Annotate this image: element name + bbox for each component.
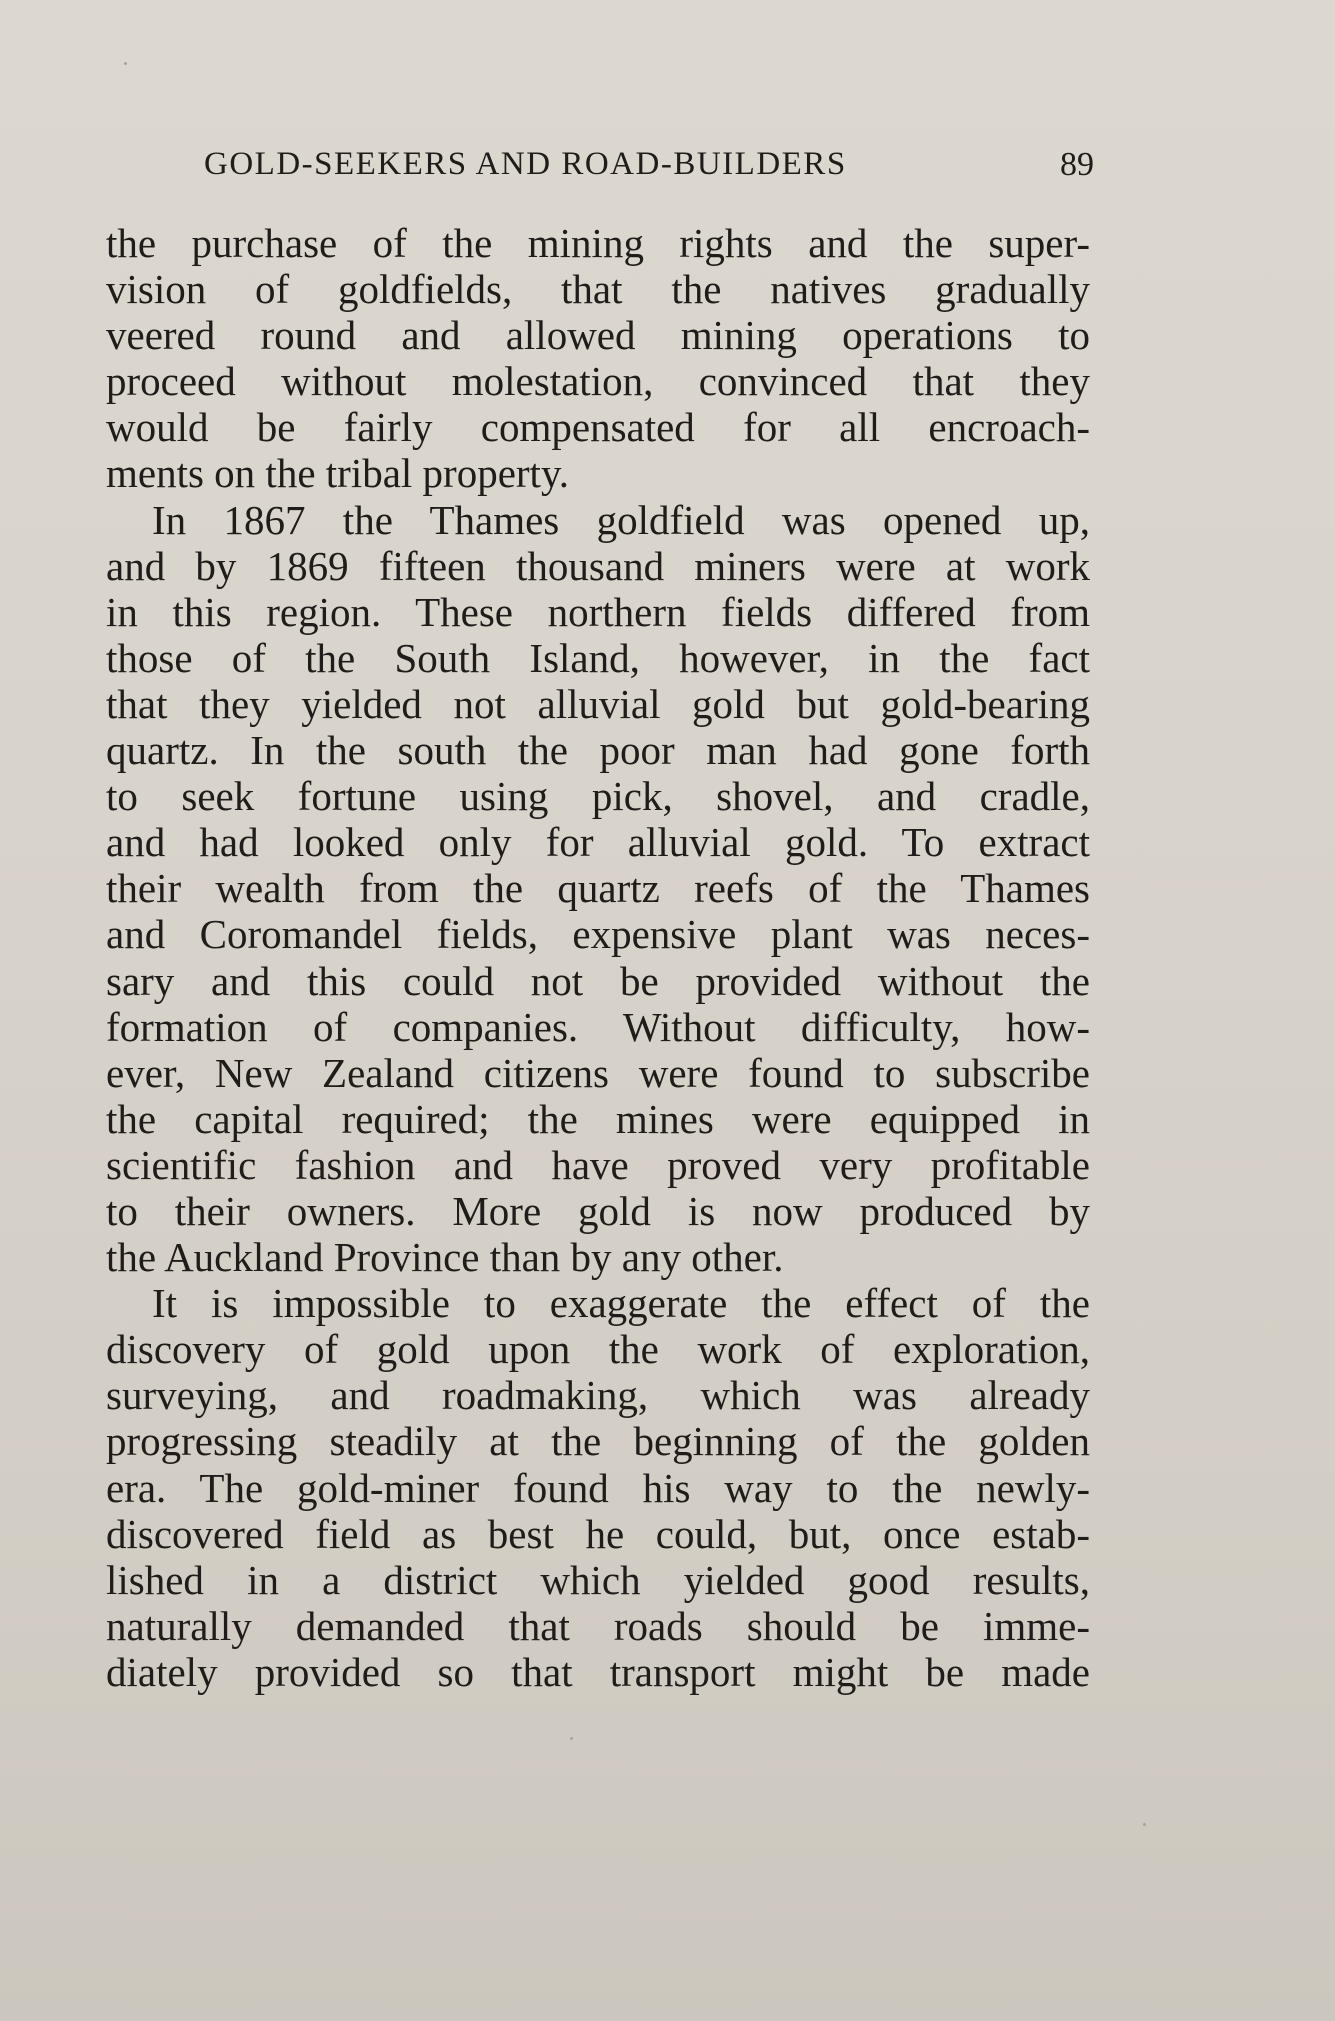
running-head xyxy=(100,146,1094,196)
text-line: quartz. In the south the poor man had gone forth xyxy=(106,727,1090,774)
text-line: their wealth from the quartz reefs of the Thames xyxy=(106,865,1090,912)
paper-speck xyxy=(570,1737,573,1740)
text-line: ments on the tribal property. xyxy=(106,450,570,497)
paper-speck xyxy=(124,62,127,65)
text-line: the Auckland Province than by any other. xyxy=(106,1234,784,1281)
text-line: and had looked only for alluvial gold. To extract xyxy=(106,819,1090,866)
text-line: era. The gold-miner found his way to the newly- xyxy=(106,1464,1090,1511)
running-title: GOLD-SEEKERS AND ROAD-BUILDERS xyxy=(204,146,847,182)
text-line: diately provided so that transport might be made xyxy=(106,1648,1090,1695)
text-line: sary and this could not be provided without the xyxy=(106,957,1090,1004)
text-line: in this region. These northern fields differed from xyxy=(106,588,1090,635)
text-line: scientific fashion and have proved very profitable xyxy=(106,1141,1090,1188)
paragraph-start-line: It is impossible to exaggerate the effect of the xyxy=(152,1280,1090,1327)
text-line: proceed without molestation, convinced that they xyxy=(106,358,1090,405)
text-line: surveying, and roadmaking, which was already xyxy=(106,1372,1090,1419)
text-line: would be fairly compensated for all encroach- xyxy=(106,404,1090,451)
paragraph-start-line: In 1867 the Thames goldfield was opened up, xyxy=(152,496,1090,543)
text-line: ever, New Zealand citizens were found to subscribe xyxy=(106,1049,1090,1096)
text-line: discovered field as best he could, but, once estab- xyxy=(106,1510,1090,1557)
text-line: the capital required; the mines were equipped in xyxy=(106,1095,1090,1142)
text-line: and by 1869 fifteen thousand miners were at work xyxy=(106,542,1090,589)
text-line: lished in a district which yielded good results, xyxy=(106,1556,1090,1603)
text-line: naturally demanded that roads should be imme- xyxy=(106,1602,1090,1649)
text-line: to their owners. More gold is now produced by xyxy=(106,1187,1090,1234)
text-line: the purchase of the mining rights and the super- xyxy=(106,220,1090,266)
text-line: vision of goldfields, that the natives gradually xyxy=(106,266,1090,313)
text-line: formation of companies. Without difficulty, how- xyxy=(106,1003,1090,1050)
page-number: 89 xyxy=(1060,146,1094,183)
text-line: discovery of gold upon the work of exploration, xyxy=(106,1326,1090,1373)
text-line: progressing steadily at the beginning of the golden xyxy=(106,1418,1090,1465)
text-line: veered round and allowed mining operations to xyxy=(106,312,1090,359)
paper-speck xyxy=(1143,1823,1146,1826)
text-line: and Coromandel fields, expensive plant was neces- xyxy=(106,911,1090,958)
text-line: to seek fortune using pick, shovel, and cradle, xyxy=(106,773,1090,820)
body-text xyxy=(106,220,1090,1695)
text-line: those of the South Island, however, in the fact xyxy=(106,634,1090,681)
text-line: that they yielded not alluvial gold but gold-bearing xyxy=(106,680,1090,727)
